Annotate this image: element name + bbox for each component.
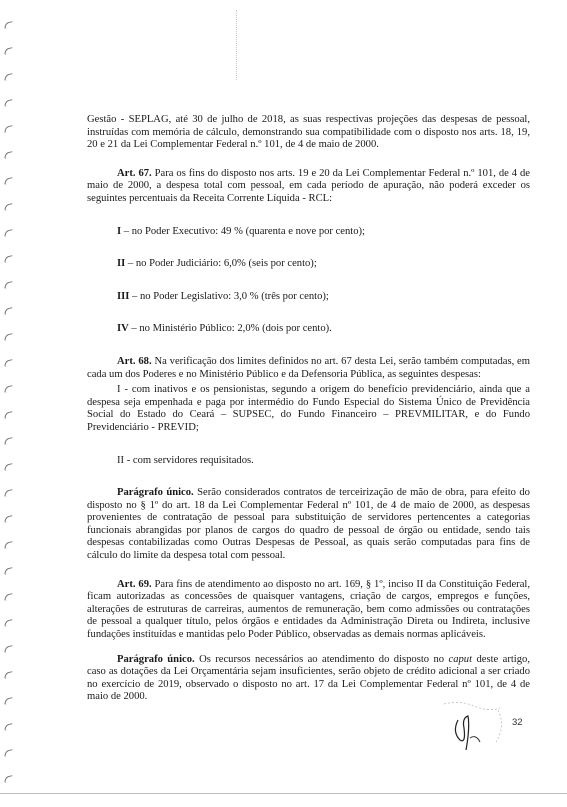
article-69-sole-paragraph: [87, 654, 530, 704]
article-67-item-1: [87, 226, 530, 239]
item-text: – no Ministério Público: 2,0% (dois por cento).: [128, 323, 332, 335]
handwritten-signature-icon: [440, 698, 510, 758]
article-69-heading: Art. 69.: [117, 578, 152, 590]
sole-paragraph-heading: Parágrafo único.: [117, 487, 194, 499]
bottom-edge-line: [0, 793, 567, 794]
article-69: [87, 579, 530, 642]
article-68-sole-paragraph: [87, 487, 530, 563]
item-text: – no Poder Judiciário: 6,0% (seis por cento);: [125, 258, 317, 270]
article-67-text: Para os fins do disposto nos arts. 19 e 20 da Lei Complementar Federal n.º 101, de 4 de maio de 2000, a despesa total com pessoal, em cada período de apuração, não poderá exceder os seguintes percentuais da Receita Corrente Líquida - RCL:: [87, 167, 531, 204]
article-68-item-1: I - com inativos e os pensionistas, segundo a origem do benefício previdenciário, ainda que a despesa seja empenhada e paga por intermédio do Fundo Especial do Sistema Único de Previdência Social do Estado do Ceará – SUPSEC, do Fundo Financeiro – PREVMILITAR, e do Fundo Previdenciário - PREVID;: [87, 384, 530, 433]
paragraph-continuation: Gestão - SEPLAG, até 30 de julho de 2018, as suas respectivas projeções das despesas de pessoal, instruídas com memória de cálculo, demonstrando sua compatibilidade com o disposto nos arts. 18, 19, 20 e 21 da Lei Complementar Federal n.º 101, de 4 de maio de 2000.: [87, 114, 530, 151]
item-text: – no Poder Executivo: 49 % (quarenta e nove por cento);: [121, 225, 365, 237]
article-67-item-3: [87, 291, 530, 304]
page-number: 32: [512, 717, 523, 728]
article-68-item-2: II - com servidores requisitados.: [117, 454, 254, 466]
item-text: – no Poder Legislativo: 3,0 % (três por cento);: [129, 290, 329, 302]
sole-paragraph-italic: caput: [448, 653, 473, 665]
article-67-item-4: [87, 323, 530, 336]
sole-paragraph-text-b: deste artigo, caso as dotações da Lei Orçamentária sejam insuficientes, serão objeto de crédito adicional a ser criado no exercício de 2019, observado o disposto no art. 17 da Lei Complementar Federal nº 101, de 4 de maio de 2000.: [87, 653, 530, 703]
item-number: III: [117, 290, 130, 302]
document-body: [87, 114, 530, 704]
article-67-heading: Art. 67.: [117, 167, 152, 179]
article-67-item-2: [87, 258, 530, 271]
article-68-heading: Art. 68.: [117, 355, 152, 367]
sole-paragraph-text: Serão considerados contratos de terceirização de mão de obra, para efeito do disposto no § 1º do art. 18 da Lei Complementar Federal nº 101, de 4 de maio de 2000, as despesas provenientes de contratação de pessoal para substituição de servidores pertencentes a categorias funcionais abrangidas por planos de cargos do quadro de pessoal de órgão ou entidade, sendo tais despesas contabilizadas como Outras Despesas de Pessoal, as quais serão computadas para fins de cálculo do limite da despesa total com pessoal.: [87, 487, 530, 562]
item-number: IV: [117, 323, 129, 335]
sole-paragraph-heading: Parágrafo único.: [117, 653, 195, 665]
article-69-text: Para fins de atendimento ao disposto no art. 169, § 1º, inciso II da Constituição Federal, ficam autorizadas as concessões de quaisquer vantagens, criação de cargos, empregos e funções, alterações de estruturas de carreiras, aumentos de remuneração, bem como admissões ou contratações de pessoal a qualquer título, pelos órgãos e entidades da Administração Direta ou Indireta, inclusive fundações instituídas e mantidas pelo Poder Público, observadas as demais normas aplicáveis.: [87, 578, 530, 641]
item-number: II: [117, 258, 126, 270]
article-68: [87, 356, 530, 381]
article-67: [87, 168, 530, 206]
article-68-text: Na verificação dos limites definidos no art. 67 desta Lei, serão também computadas, em cada um dos Poderes e no Ministério Público e da Defensoria Pública, as seguintes despesas:: [87, 355, 531, 380]
scan-artifact-line: [236, 10, 237, 80]
sole-paragraph-text-a: Os recursos necessários ao atendimento do disposto no: [194, 653, 449, 665]
item-number: I: [117, 225, 122, 237]
binder-hole-marks: [4, 22, 18, 782]
